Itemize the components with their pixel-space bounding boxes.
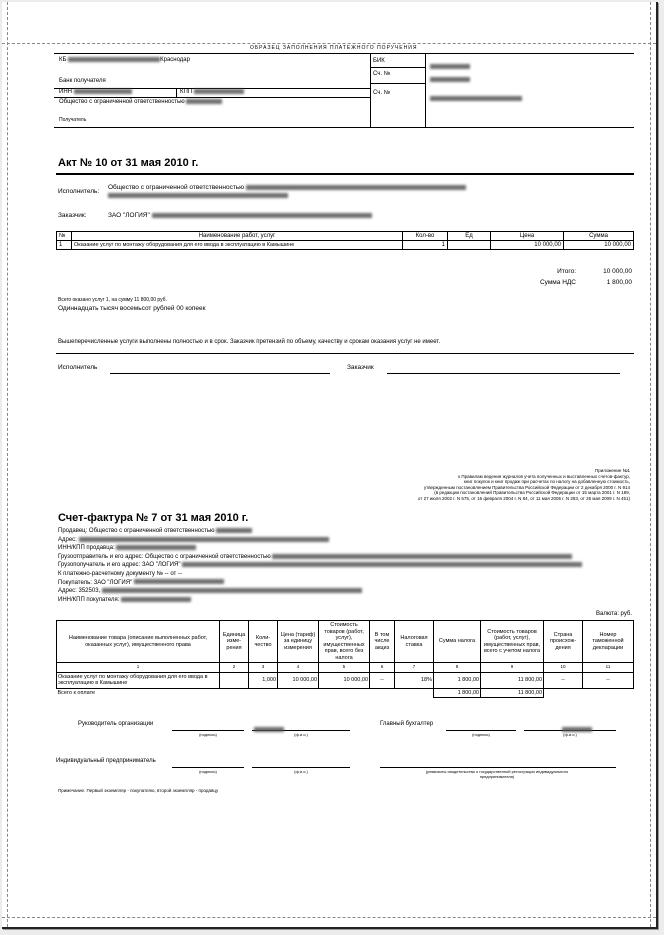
- executor-label: Исполнитель:: [58, 188, 100, 195]
- invoice-note: Примечание. Первый экземпляр - покупателю, второй экземпляр - продавцу: [58, 788, 219, 793]
- invoice-parties: [58, 527, 638, 604]
- inv-col-country: Страна происхож-дения: [544, 621, 583, 663]
- table-row: [57, 241, 634, 250]
- hint-sign: (подпись): [199, 769, 217, 774]
- table-row: [57, 672, 634, 688]
- bank-label: Банк получателя: [59, 78, 106, 84]
- hint-registration: (реквизиты свидетельства о государственной регистрации индивидуального предпринимателя): [425, 769, 569, 779]
- col-number: 7: [395, 663, 434, 673]
- act-executor-signature-line: [110, 364, 330, 374]
- invoice-currency: Валюта: руб.: [596, 611, 632, 617]
- col-number: 6: [370, 663, 395, 673]
- entrepreneur-signature-line: [172, 758, 244, 768]
- margin-guide-right: [650, 2, 651, 927]
- invoice-table: [56, 620, 634, 698]
- hint-sign: (подпись): [472, 732, 490, 737]
- executor-value: Общество с ограниченной ответственностью: [108, 184, 245, 191]
- act-col-num: №: [57, 232, 72, 241]
- inv-row-name: Оказание услуг по монтажу оборудования для его ввода в эксплуатацию в Камышине: [57, 672, 220, 688]
- entrepreneur-registration-line: [380, 758, 616, 768]
- act-vat-value: 1 800,00: [606, 279, 632, 286]
- seller-inn-label: ИНН/КПП продавца:: [58, 545, 115, 552]
- col-number: 11: [583, 663, 634, 673]
- inn-label: ИНН: [59, 89, 72, 96]
- act-row-name: Оказание услуг по монтажу оборудования для его ввода в эксплуатацию в Камышине: [72, 241, 403, 250]
- buyer-label: Покупатель: ЗАО "ЛОГИЯ": [58, 579, 133, 586]
- bik-label: БИК: [373, 58, 385, 64]
- col-number: 3: [249, 663, 278, 673]
- act-sign-customer: Заказчик: [347, 364, 374, 371]
- kpp-label: КПП: [180, 89, 193, 96]
- inv-col-unit: Единица изме-рения: [220, 621, 249, 663]
- inv-row-tax: 1 800,00: [434, 672, 481, 688]
- director-name-line: [252, 721, 350, 731]
- act-col-name: Наименование работ, услуг: [72, 232, 403, 241]
- act-total-label: Итого:: [557, 268, 576, 275]
- payment-doc-label: К платежно-расчетному документу № -- от --: [58, 570, 182, 577]
- accountant-label: Главный бухгалтер: [380, 721, 434, 727]
- inv-col-name: Наименование товара (описание выполненных работ, оказанных услуг), имущественного права: [57, 621, 220, 663]
- act-row-unit: [448, 241, 491, 250]
- appendix-title: Приложение №1: [595, 468, 630, 473]
- appendix-line: (в редакции постановлений Правительства Российской Федерации от 15 марта 2001 г. N 189,: [434, 490, 630, 496]
- act-sign-executor: Исполнитель: [58, 364, 98, 371]
- inv-row-price: 10 000,00: [278, 672, 319, 688]
- director-label: Руководитель организации: [78, 721, 154, 727]
- col-number: 10: [544, 663, 583, 673]
- buyer-address-label: Адрес: 352503,: [58, 588, 101, 595]
- appendix-line: к Правилам ведения журналов учета полученных и выставленных счетов-фактур,: [458, 473, 630, 479]
- entrepreneur-name-line: [252, 758, 350, 768]
- recipient-label: Получатель: [59, 117, 87, 123]
- inv-col-rate: Налоговая ставка: [395, 621, 434, 663]
- buyer-inn-label: ИНН/КПП покупателя:: [58, 596, 120, 603]
- customer-label: Заказчик:: [58, 212, 87, 219]
- seller-address-label: Адрес:: [58, 536, 77, 543]
- account2-label: Сч. №: [373, 90, 391, 96]
- consignee-label: Грузополучатель и его адрес: ЗАО "ЛОГИЯ": [58, 562, 181, 569]
- act-row-num: 1: [57, 241, 72, 250]
- inv-col-price: Цена (тариф) за единицу измерения: [278, 621, 319, 663]
- entrepreneur-label: Индивидуальный предприниматель: [56, 758, 156, 764]
- col-number: 1: [57, 663, 220, 673]
- hint-sign: (подпись): [199, 732, 217, 737]
- inv-row-total: 11 800,00: [481, 672, 544, 688]
- appendix-line: книг покупок и книг продаж при расчетах по налогу на добавленную стоимость,: [463, 479, 630, 485]
- inv-row-cost: 10 000,00: [319, 672, 370, 688]
- accountant-name-line: [524, 721, 616, 731]
- act-row-qty: 1: [403, 241, 448, 250]
- inv-col-total: Стоимость товаров (работ, услуг), имущественных прав, всего с учетом налога: [481, 621, 544, 663]
- col-number: 2: [220, 663, 249, 673]
- margin-guide-left: [7, 2, 8, 927]
- act-col-qty: Кол-во: [403, 232, 448, 241]
- inv-row-country: --: [544, 672, 583, 688]
- inv-col-declaration: Номер таможенной декларации: [583, 621, 634, 663]
- payment-header: ОБРАЗЕЦ ЗАПОЛНЕНИЯ ПЛАТЕЖНОГО ПОРУЧЕНИЯ: [250, 45, 418, 51]
- inv-row-excise: --: [370, 672, 395, 688]
- act-col-sum: Сумма: [564, 232, 634, 241]
- customer-value: ЗАО "ЛОГИЯ": [108, 212, 150, 219]
- act-total-services: Всего оказано услуг 1, на сумму 11 800,00 руб.: [58, 297, 167, 303]
- invoice-title: Счет-фактура № 7 от 31 мая 2010 г.: [58, 512, 249, 524]
- act-title: Акт № 10 от 31 мая 2010 г.: [58, 157, 199, 169]
- invoice-appendix: [362, 468, 630, 502]
- inv-total-label: Всего к оплате: [57, 688, 434, 698]
- total-row: [57, 688, 634, 698]
- accountant-signature-line: [446, 721, 516, 731]
- margin-guide-top: [2, 43, 656, 44]
- seller-label: Продавец: Общество с ограниченной ответственностью: [58, 528, 215, 534]
- col-number: 8: [434, 663, 481, 673]
- inv-total-sum: 11 800,00: [481, 688, 544, 698]
- inv-col-cost: Стоимость товаров (работ, услуг), имущественных прав, всего без налога: [319, 621, 370, 663]
- account-label: Сч. №: [373, 71, 391, 77]
- act-vat-label: Сумма НДС: [539, 279, 576, 286]
- shipper-label: Грузоотправитель и его адрес: Общество с ограниченной ответственностью: [58, 553, 271, 560]
- margin-guide-bottom: [2, 917, 656, 918]
- print-preview-page: [2, 2, 658, 929]
- inv-row-qty: 1,000: [249, 672, 278, 688]
- act-col-price: Цена: [491, 232, 564, 241]
- act-customer-signature-line: [387, 364, 620, 374]
- appendix-line: от 27 июля 2002 г. N 575, от 16 февраля 2004 г. N 84, от 11 мая 2006 г. N 283, от 26 мая 2009 г. N 451): [417, 495, 630, 501]
- hint-name: (ф.и.о.): [294, 769, 308, 774]
- act-col-unit: Ед: [448, 232, 491, 241]
- col-number: 4: [278, 663, 319, 673]
- inv-row-rate: 18%: [395, 672, 434, 688]
- kb-label: КБ: [59, 57, 67, 64]
- hint-name: (ф.и.о.): [563, 732, 577, 737]
- inv-col-tax: Сумма налога: [434, 621, 481, 663]
- inv-col-qty: Коли-чество: [249, 621, 278, 663]
- act-statement: Вышеперечисленные услуги выполнены полностью и в срок. Заказчик претензий по объему, качеству и срокам оказания услуг не имеет.: [58, 339, 441, 345]
- act-row-price: 10 000,00: [491, 241, 564, 250]
- appendix-line: утвержденным постановлением Правительства Российской Федерации от 2 декабря 2000 г. N 914: [423, 484, 630, 490]
- act-total-words: Одиннадцать тысяч восемьсот рублей 00 копеек: [58, 305, 206, 312]
- column-number-row: [57, 663, 634, 673]
- col-number: 5: [319, 663, 370, 673]
- col-number: 9: [481, 663, 544, 673]
- inv-row-unit: [220, 672, 249, 688]
- act-row-sum: 10 000,00: [564, 241, 634, 250]
- inv-total-tax: 1 800,00: [434, 688, 481, 698]
- inv-col-excise: В том числе акциз: [370, 621, 395, 663]
- act-table: [56, 231, 634, 250]
- hint-name: (ф.и.о.): [294, 732, 308, 737]
- org-name: Общество с ограниченной ответственностью: [59, 99, 185, 106]
- inv-row-declaration: --: [583, 672, 634, 688]
- kb-city: Краснодар: [160, 57, 190, 64]
- director-signature-line: [172, 721, 244, 731]
- act-total-value: 10 000,00: [603, 268, 632, 275]
